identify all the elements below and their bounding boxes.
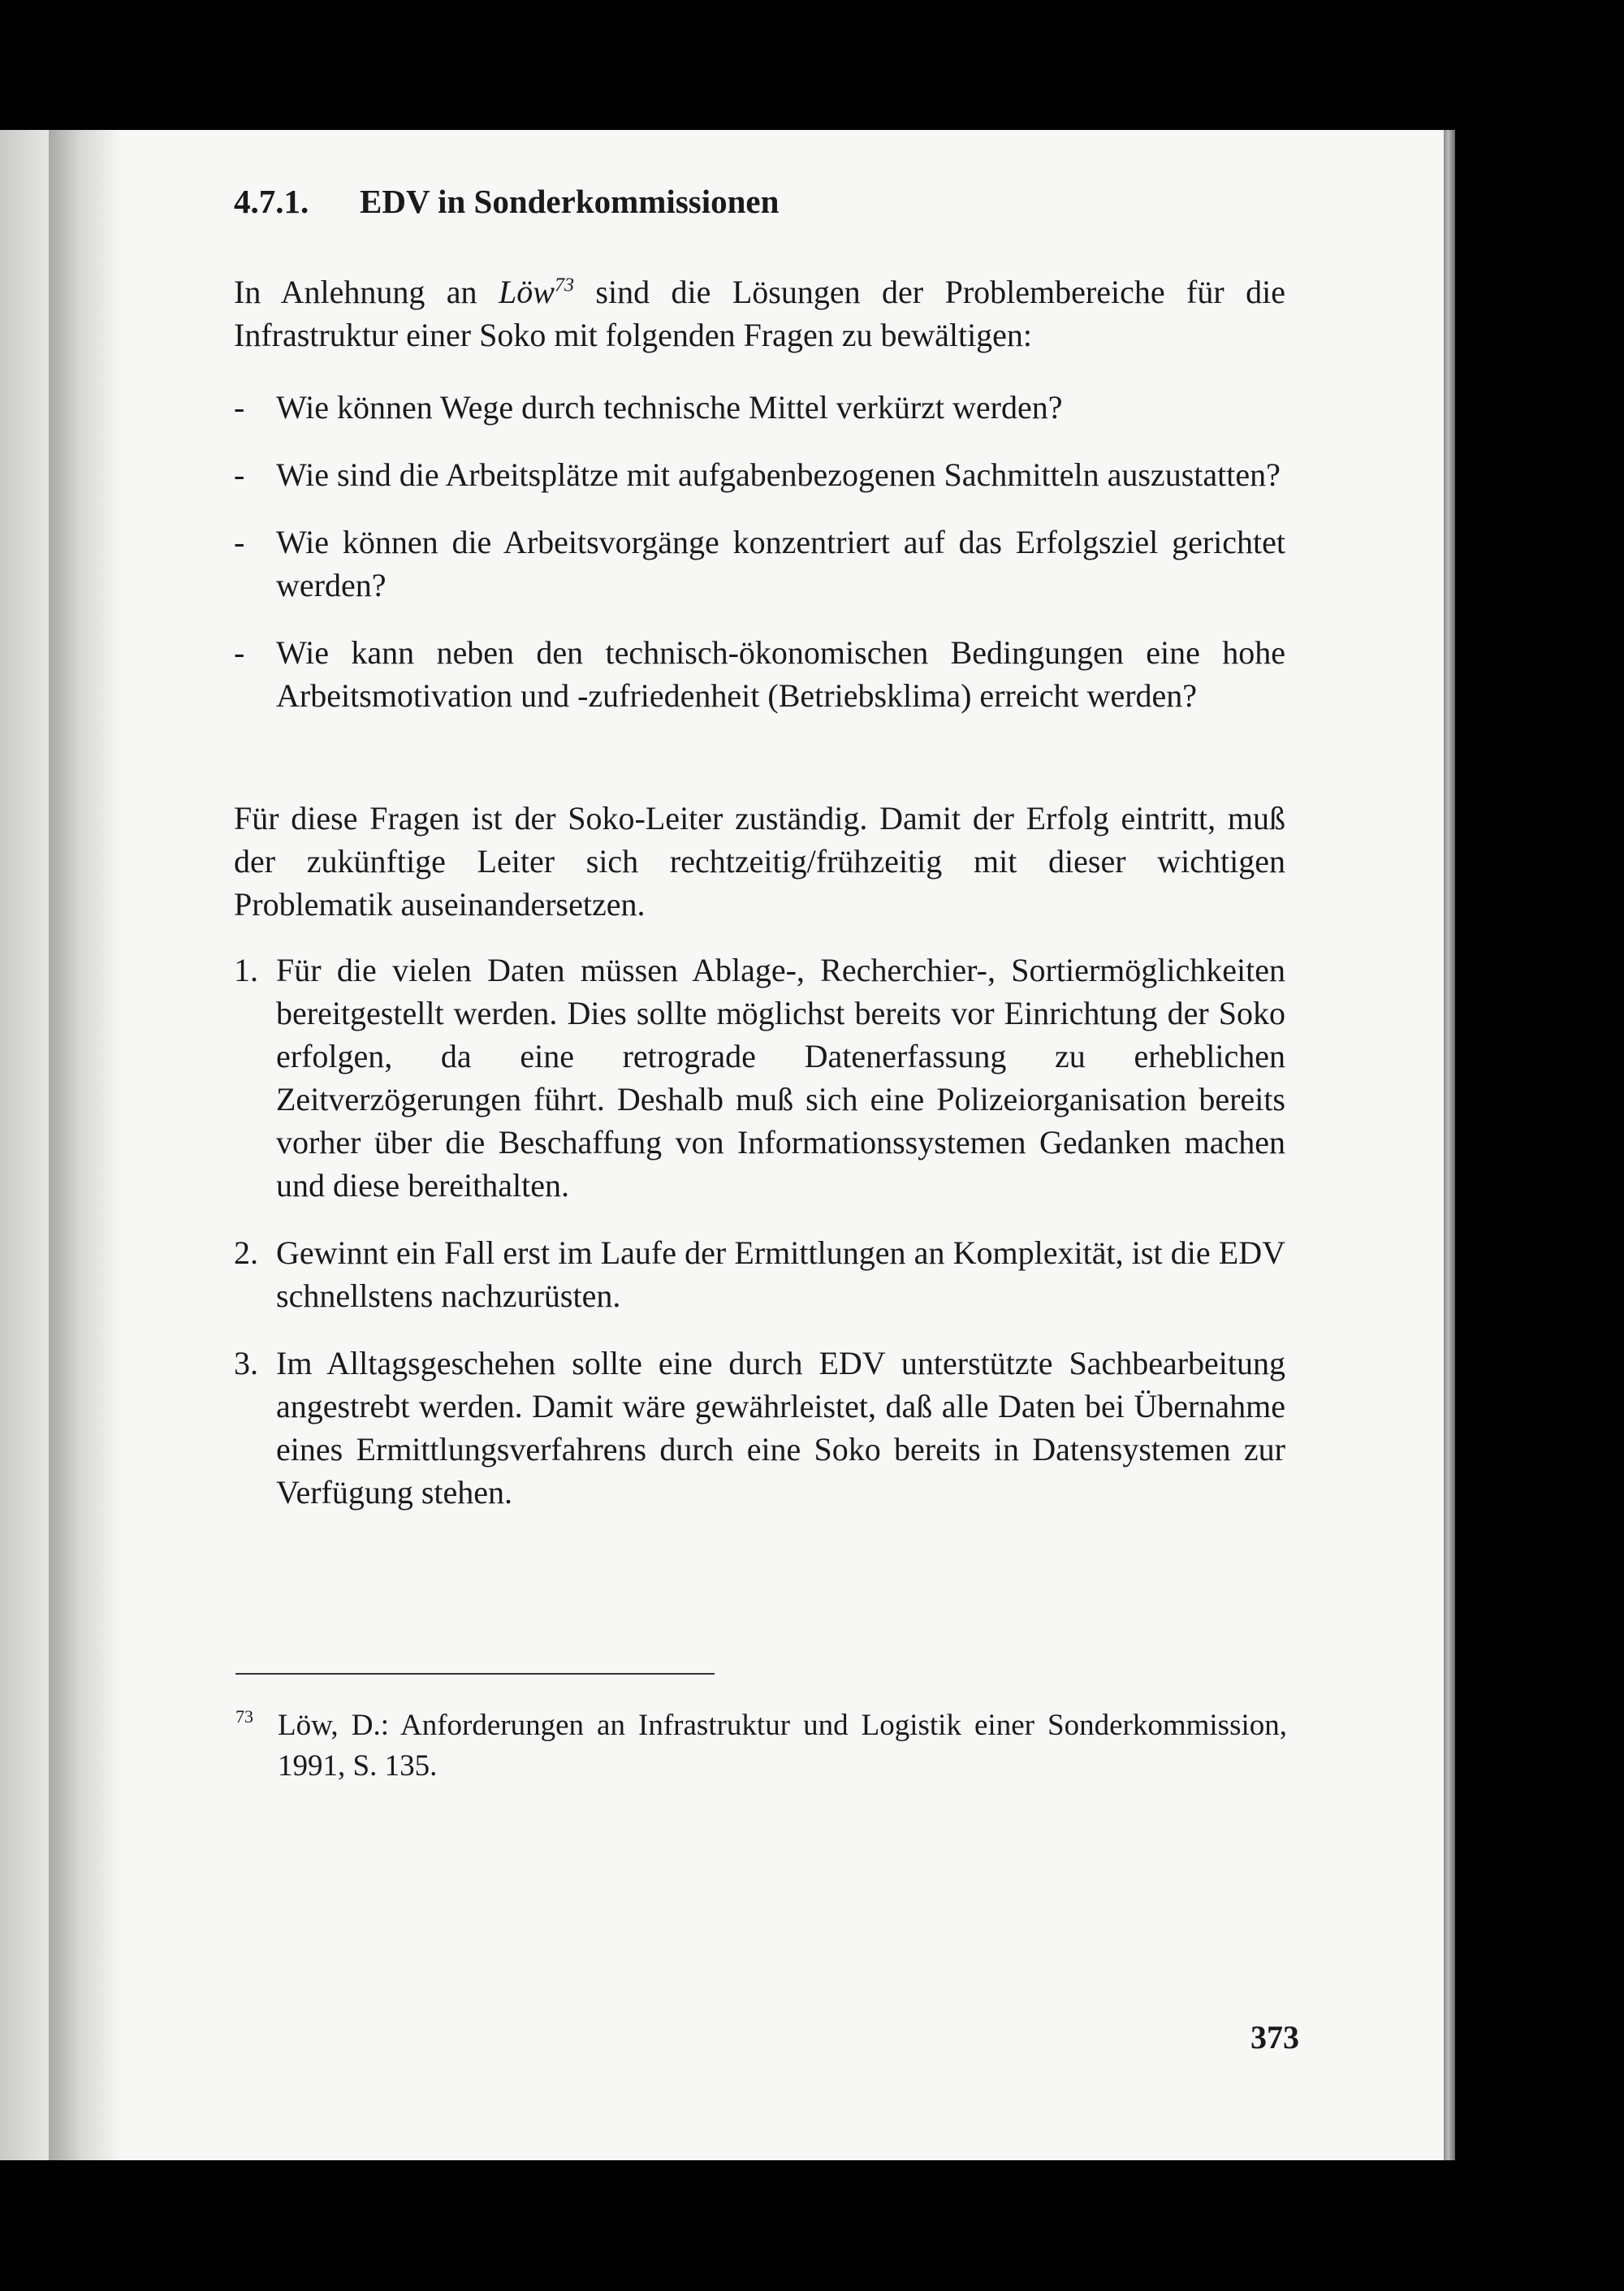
gutter-shadow	[49, 130, 122, 2160]
section-title: EDV in Sonderkommissionen	[360, 183, 780, 220]
footnote-divider	[235, 1673, 715, 1675]
dash-marker: -	[234, 389, 245, 426]
list-item	[234, 1231, 1285, 1317]
list-item-text: Wie kann neben den technisch-ökonomischen Bedingungen eine hohe Arbeitsmotivation und -zufriedenheit (Betriebsklima) erreicht werden?	[276, 634, 1285, 714]
question-list	[234, 386, 1285, 717]
footnote-text: Löw, D.: Anforderungen an Infrastruktur und Logistik einer Sonderkommission, 1991, S. 135.	[278, 1709, 1287, 1783]
dash-marker: -	[234, 524, 245, 560]
footnote	[235, 1705, 1287, 1787]
dash-marker: -	[234, 634, 245, 671]
list-item-text: Wie können Wege durch technische Mittel verkürzt werden?	[276, 389, 1063, 426]
list-item	[234, 949, 1285, 1207]
list-item	[234, 386, 1285, 429]
closing-paragraph: Für diese Fragen ist der Soko-Leiter zuständig. Damit der Erfolg eintritt, muß der zukünftige Leiter sich rechtzeitig/frühzeitig mit dieser wichtigen Problematik auseinandersetzen.	[234, 800, 1285, 923]
list-item	[234, 1342, 1285, 1514]
section-heading	[234, 180, 1285, 223]
list-item-text: Wie können die Arbeitsvorgänge konzentriert auf das Erfolgsziel gerichtet werden?	[276, 524, 1285, 603]
list-item	[234, 521, 1285, 607]
list-item-text: Gewinnt ein Fall erst im Laufe der Ermittlungen an Komplexität, ist die EDV schnellstens nachzurüsten.	[276, 1234, 1285, 1314]
book-gutter	[0, 130, 49, 2160]
list-item	[234, 631, 1285, 717]
page-edge	[1444, 130, 1455, 2160]
page-number: 373	[1250, 2019, 1299, 2055]
dash-marker: -	[234, 456, 245, 493]
list-item	[234, 453, 1285, 496]
number-marker: 1.	[234, 952, 258, 988]
list-item-text: Im Alltagsgeschehen sollte eine durch EDV unterstützte Sachbearbeitung angestrebt werden. Damit wäre gewährleistet, daß alle Daten bei Übernahme eines Ermittlungsverfahrens durch eine Soko bereits in Datensystemen zur Verfügung stehen.	[276, 1345, 1285, 1511]
numbered-list	[234, 949, 1285, 1514]
number-marker: 2.	[234, 1234, 258, 1271]
list-item-text: Für die vielen Daten müssen Ablage-, Recherchier-, Sortiermöglichkeiten bereitgestellt werden. Dies sollte möglichst bereits vor Einrichtung der Soko erfolgen, da eine retrograde Datenerfassung zu erheblichen Zeitverzögerungen führt. Deshalb muß sich eine Polizeiorganisation bereits vorher über die Beschaffung von Informationssystemen Gedanken machen und diese bereithalten.	[276, 952, 1285, 1204]
intro-text-after: sind die Lösungen der Problembereiche für die Infrastruktur einer Soko mit folgenden Fragen zu bewältigen:	[234, 274, 1285, 353]
footnote-marker: 73	[235, 1706, 253, 1727]
section-number: 4.7.1.	[234, 183, 309, 220]
page-content	[234, 180, 1285, 1538]
intro-text-before: In Anlehnung an	[234, 274, 499, 310]
number-marker: 3.	[234, 1345, 258, 1381]
footnote-reference: 73	[554, 274, 574, 296]
intro-paragraph	[234, 270, 1285, 357]
author-name: Löw	[499, 274, 555, 310]
list-item-text: Wie sind die Arbeitsplätze mit aufgabenbezogenen Sachmitteln auszustatten?	[276, 456, 1281, 493]
